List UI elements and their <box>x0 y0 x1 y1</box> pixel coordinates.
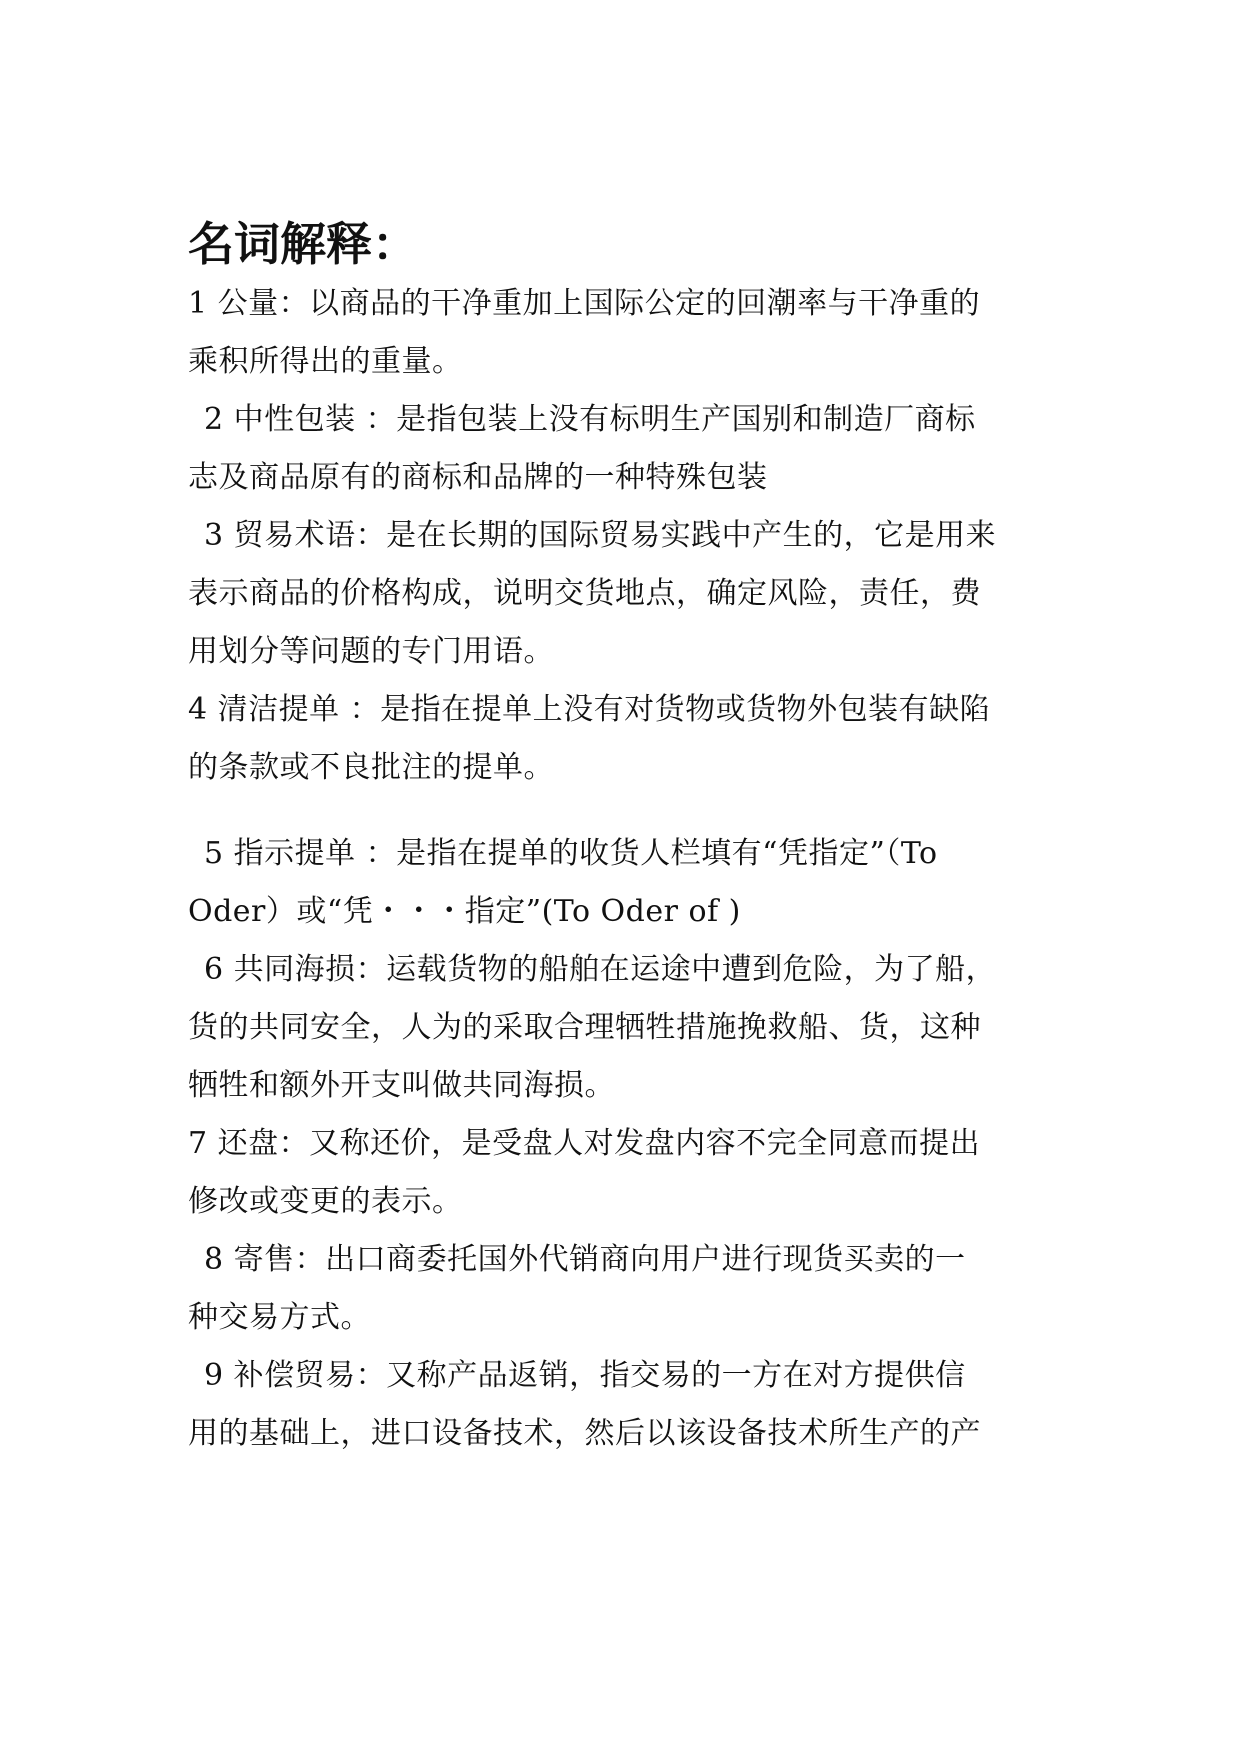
text-line: 1 公量：以商品的干净重加上国际公定的回潮率与干净重的 <box>188 286 981 321</box>
text-line: Oder）或“凭・・・指定”(To Oder of ) <box>188 894 741 929</box>
text-line: 3 贸易术语：是在长期的国际贸易实践中产生的，它是用来 <box>204 518 997 553</box>
page-heading: 名词解释： <box>188 217 418 271</box>
text-line: 用划分等问题的专门用语。 <box>188 634 554 669</box>
text-line: 5 指示提单 ：是指在提单的收货人栏填有“凭指定”（To <box>204 836 938 871</box>
text-line: 志及商品原有的商标和品牌的一种特殊包装 <box>188 460 768 495</box>
text-line: 种交易方式。 <box>188 1300 371 1335</box>
text-line: 乘积所得出的重量。 <box>188 344 463 379</box>
text-line: 货的共同安全，人为的采取合理牺牲措施挽救船、货，这种 <box>188 1010 981 1045</box>
text-line: 用的基础上，进口设备技术，然后以该设备技术所生产的产 <box>188 1416 981 1451</box>
text-line: 4 清洁提单 ：是指在提单上没有对货物或货物外包装有缺陷 <box>188 692 991 727</box>
text-line: 修改或变更的表示。 <box>188 1184 463 1219</box>
text-line: 表示商品的价格构成，说明交货地点，确定风险，责任，费 <box>188 576 981 611</box>
text-line: 6 共同海损：运载货物的船舶在运途中遭到危险，为了船， <box>204 952 997 987</box>
text-line: 7 还盘：又称还价，是受盘人对发盘内容不完全同意而提出 <box>188 1126 981 1161</box>
text-line: 的条款或不良批注的提单。 <box>188 750 554 785</box>
text-line: 牺牲和额外开支叫做共同海损。 <box>188 1068 615 1103</box>
text-line: 9 补偿贸易：又称产品返销，指交易的一方在对方提供信 <box>204 1358 966 1393</box>
text-line: 8 寄售：出口商委托国外代销商向用户进行现货买卖的一 <box>204 1242 966 1277</box>
text-line: 2 中性包装 ：是指包装上没有标明生产国别和制造厂商标 <box>204 402 976 437</box>
